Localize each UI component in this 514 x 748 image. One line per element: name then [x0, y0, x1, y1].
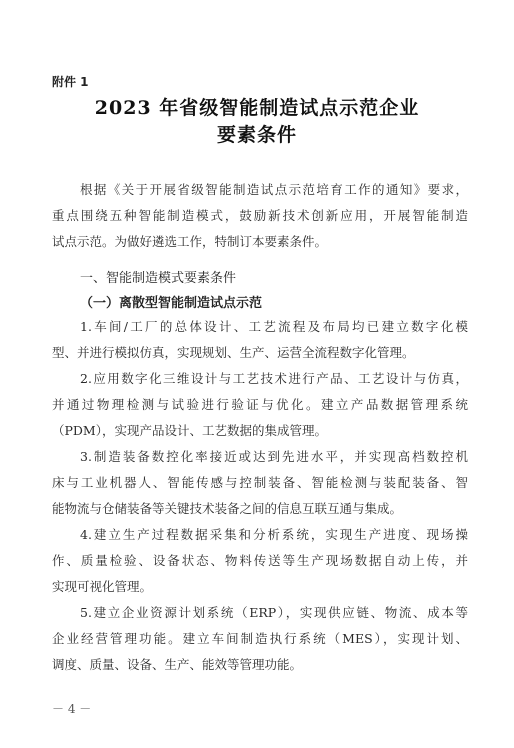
paragraph-line: 5.建立企业资源计划系统（ERP），实现供应链、物流、成本等	[80, 605, 468, 620]
section-heading: 一、智能制造模式要素条件	[80, 271, 237, 286]
paragraph-line: 调度、质量、设备、生产、能效等管理功能。	[52, 657, 303, 672]
paragraph-line: 床与工业机器人、智能传感与控制装备、智能检测与装配装备、智	[52, 475, 468, 490]
paragraph-line: 4.建立生产过程数据采集和分析系统，实现生产进度、现场操	[80, 527, 468, 542]
item-1-paragraph	[52, 314, 468, 366]
item-3-paragraph	[52, 444, 468, 522]
paragraph-line: 根据《关于开展省级智能制造试点示范培育工作的通知》要求，	[80, 182, 468, 197]
paragraph-line: 2.应用数字化三维设计与工艺技术进行产品、工艺设计与仿真，	[80, 371, 468, 386]
page-number: － 4 －	[52, 702, 92, 716]
paragraph-line: 并通过物理检测与试验进行验证与优化。建立产品数据管理系统	[52, 397, 468, 412]
subsection-heading: （一）离散型智能制造试点示范	[80, 296, 263, 311]
paragraph-line: （PDM），实现产品设计、工艺数据的集成管理。	[52, 423, 327, 438]
item-4-paragraph	[52, 522, 468, 600]
item-2-paragraph	[52, 366, 468, 444]
item-5-paragraph	[52, 600, 468, 678]
paragraph-line: 实现可视化管理。	[52, 579, 153, 594]
paragraph-line: 试点示范。为做好遴选工作，特制订本要素条件。	[52, 234, 328, 249]
intro-paragraph	[52, 177, 468, 255]
paragraph-line: 企业经营管理功能。建立车间制造执行系统（MES），实现计划、	[52, 631, 468, 646]
document-title-line-1: 2023 年省级智能制造试点示范企业	[94, 97, 420, 119]
document-title-line-2: 要素条件	[216, 124, 297, 146]
paragraph-line: 重点围绕五种智能制造模式，鼓励新技术创新应用，开展智能制造	[52, 208, 468, 223]
attachment-label: 附件 1	[52, 75, 89, 89]
paragraph-line: 1.车间/工厂的总体设计、工艺流程及布局均已建立数字化模	[80, 319, 468, 334]
paragraph-line: 能物流与仓储装备等关键技术装备之间的信息互联互通与集成。	[52, 501, 403, 516]
paragraph-line: 型、并进行模拟仿真，实现规划、生产、运营全流程数字化管理。	[52, 345, 415, 360]
paragraph-line: 3.制造装备数控化率接近或达到先进水平，并实现高档数控机	[80, 449, 468, 464]
paragraph-line: 作、质量检验、设备状态、物料传送等生产现场数据自动上传，并	[52, 553, 468, 568]
